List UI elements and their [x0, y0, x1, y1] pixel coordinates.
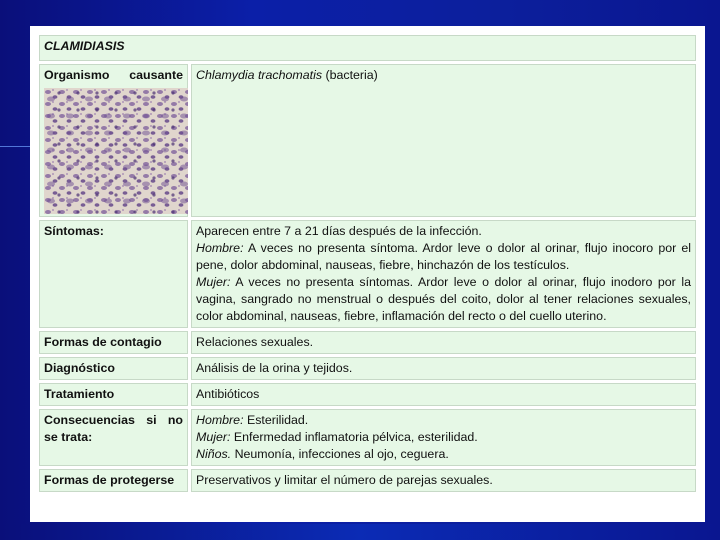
consequences-row: [39, 409, 696, 466]
consequences-value-cell: [191, 409, 696, 466]
slide-decoration-line: [0, 146, 34, 147]
organism-row: [39, 64, 696, 217]
consequences-woman-label: Mujer:: [196, 430, 231, 444]
info-table-panel: [30, 26, 705, 522]
protection-row: [39, 469, 696, 492]
protection-label: Formas de protegerse: [39, 469, 188, 492]
symptoms-row: [39, 220, 696, 328]
consequences-man: [196, 412, 691, 429]
consequences-children-text: Neumonía, infecciones al ojo, ceguera.: [231, 447, 449, 461]
consequences-children-label: Niños.: [196, 447, 232, 461]
consequences-label: Consecuencias si no se trata:: [39, 409, 188, 466]
contagion-value: Relaciones sexuales.: [191, 331, 696, 354]
microscope-image: [44, 88, 188, 214]
consequences-woman-text: Enfermedad inflamatoria pélvica, esterilidad.: [230, 430, 478, 444]
treatment-row: [39, 383, 696, 406]
diagnosis-value: Análisis de la orina y tejidos.: [191, 357, 696, 380]
symptoms-woman-label: Mujer:: [196, 275, 231, 289]
symptoms-value-cell: [191, 220, 696, 328]
slide-decoration-bottom: [0, 524, 720, 540]
consequences-man-label: Hombre:: [196, 413, 244, 427]
organism-label-right: causante: [129, 68, 183, 82]
consequences-woman: [196, 429, 691, 446]
treatment-value: Antibióticos: [191, 383, 696, 406]
organism-scientific-name: Chlamydia trachomatis: [196, 68, 323, 82]
treatment-label: Tratamiento: [39, 383, 188, 406]
symptoms-man-text: A veces no presenta síntoma. Ardor leve o dolor al orinar, flujo inocoro por el pene, dolor abdominal, nauseas, fiebre, hinchazón de los testículos.: [196, 241, 691, 272]
title-row: [39, 35, 696, 61]
protection-value: Preservativos y limitar el número de parejas sexuales.: [191, 469, 696, 492]
symptoms-man-label: Hombre:: [196, 241, 244, 255]
organism-type: (bacteria): [322, 68, 378, 82]
symptoms-woman: [196, 274, 691, 325]
symptoms-woman-text: A veces no presenta síntomas. Ardor leve o dolor al orinar, flujo inodoro por la vagina, sangrado no menstrual o después del coito, dolor al tener relaciones sexuales, color abdominal, nauseas, fiebre, inflamación del recto o del cuello uterino.: [196, 275, 691, 323]
diagnosis-row: [39, 357, 696, 380]
organism-label-cell: [39, 64, 188, 217]
organism-value-cell: [191, 64, 696, 217]
contagion-row: [39, 331, 696, 354]
organism-label-left: Organismo: [44, 68, 110, 82]
disease-info-table: [36, 32, 699, 495]
consequences-man-text: Esterilidad.: [243, 413, 309, 427]
symptoms-intro: Aparecen entre 7 a 21 días después de la infección.: [196, 224, 482, 238]
diagnosis-label: Diagnóstico: [39, 357, 188, 380]
table-title: CLAMIDIASIS: [39, 35, 696, 61]
contagion-label: Formas de contagio: [39, 331, 188, 354]
symptoms-man: [196, 240, 691, 274]
symptoms-label: Síntomas:: [39, 220, 188, 328]
consequences-children: [196, 446, 691, 463]
